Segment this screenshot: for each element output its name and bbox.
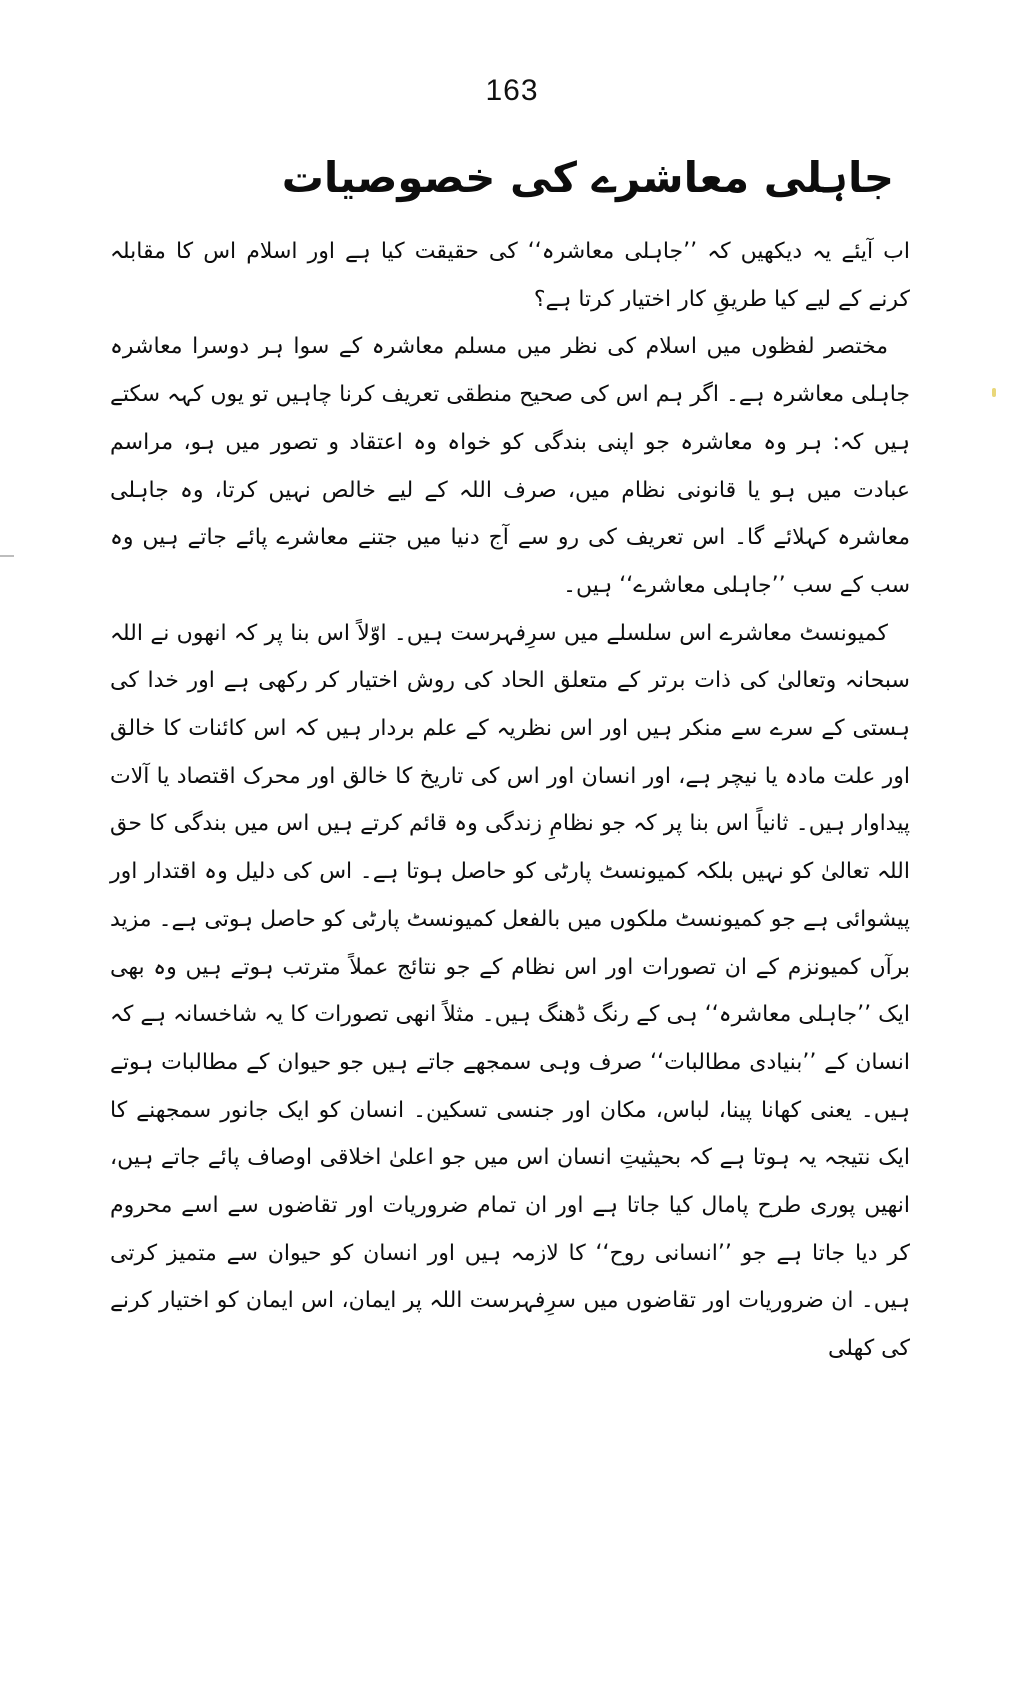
page-edge-mark <box>0 555 14 557</box>
scan-speck <box>992 388 996 397</box>
paragraph-definition: مختصر لفظوں میں اسلام کی نظر میں مسلم معاشرہ کے سوا ہر دوسرا معاشرہ جاہلی معاشرہ ہے۔ اگر ہم اس کی صحیح منطقی تعریف کرنا چاہیں تو یوں کہہ سکتے ہیں کہ: ہر وہ معاشرہ جو اپنی بندگی کو خواہ وہ اعتقاد و تصور میں ہو، مراسم عبادت میں ہو یا قانونی نظام میں، صرف اللہ کے لیے خالص نہیں کرتا، وہ جاہلی معاشرہ کہلائے گا۔ اس تعریف کی رو سے آج دنیا میں جتنے معاشرے پائے جاتے ہیں وہ سب کے سب ’’جاہلی معاشرے‘‘ ہیں۔ <box>110 334 910 598</box>
paragraph-intro: اب آیئے یہ دیکھیں کہ ’’جاہلی معاشرہ‘‘ کی حقیقت کیا ہے اور اسلام اس کا مقابلہ کرنے کے لیے کیا طریقِ کار اختیار کرتا ہے؟ <box>110 239 910 312</box>
page-number: 163 <box>485 74 539 107</box>
chapter-heading: جاہلی معاشرے کی خصوصیات <box>281 153 894 202</box>
paragraph-communist-societies: کمیونسٹ معاشرے اس سلسلے میں سرِفہرست ہیں۔ اوّلاً اس بنا پر کہ انھوں نے اللہ سبحانہ وتعالیٰ کی ذات برتر کے متعلق الحاد کی روش اختیار کر رکھی ہے اور خدا کی ہستی کے سرے سے منکر ہیں اور اس نظریہ کے علم بردار ہیں کہ اس کائنات کا خالق اور علت مادہ یا نیچر ہے، اور انسان اور اس کی تاریخ کا خالق اور محرک اقتصاد یا آلات پیداوار ہیں۔ ثانیاً اس بنا پر کہ جو نظامِ زندگی وہ قائم کرتے ہیں اس میں بندگی کا حق اللہ تعالیٰ کو نہیں بلکہ کمیونسٹ پارٹی کو حاصل ہوتا ہے۔ اس کی دلیل وہ اقتدار اور پیشوائی ہے جو کمیونسٹ ملکوں میں بالفعل کمیونسٹ پارٹی کو حاصل ہوتی ہے۔ مزید برآں کمیونزم کے ان تصورات اور اس نظام کے جو نتائج عملاً مترتب ہوتے ہیں وہ بھی ایک ’’جاہلی معاشرہ‘‘ ہی کے رنگ ڈھنگ ہیں۔ مثلاً انھی تصورات کا یہ شاخسانہ ہے کہ انسان کے ’’بنیادی مطالبات‘‘ صرف وہی سمجھے جاتے ہیں جو حیوان کے مطالبات ہوتے ہیں۔ یعنی کھانا پینا، لباس، مکان اور جنسی تسکین۔ انسان کو ایک جانور سمجھنے کا ایک نتیجہ یہ ہوتا ہے کہ بحیثیتِ انسان اس میں جو اعلیٰ اخلاقی اوصاف پائے جاتے ہیں، انھیں پوری طرح پامال کیا جاتا ہے اور ان تمام ضروریات اور تقاضوں سے اسے محروم کر دیا جاتا ہے جو ’’انسانی روح‘‘ کا لازمہ ہیں اور انسان کو حیوان سے متمیز کرتی ہیں۔ ان ضروریات اور تقاضوں میں سرِفہرست اللہ پر ایمان، اس ایمان کو اختیار کرنے کی کھلی <box>110 620 910 1362</box>
body-text <box>110 228 910 1373</box>
